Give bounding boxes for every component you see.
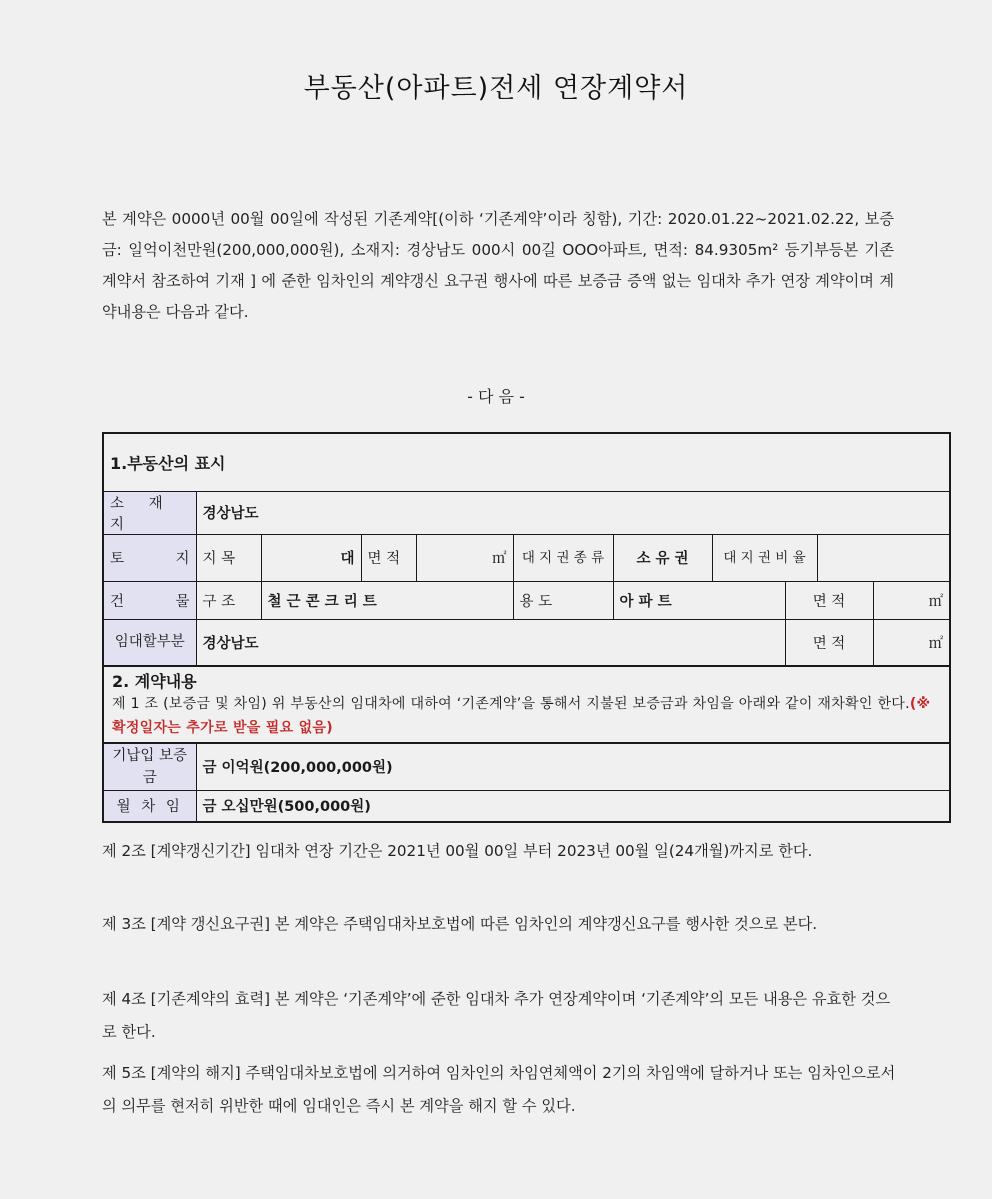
clause1-text <box>112 692 941 740</box>
land-area-label: 면 적 <box>361 534 416 581</box>
building-area-label: 면 적 <box>785 581 873 619</box>
rent-value: 금 오십만원(500,000원) <box>196 790 950 822</box>
land-label: 토 지 <box>103 534 196 581</box>
structure-label: 구 조 <box>196 581 261 619</box>
land-area-unit: ㎡ <box>416 534 513 581</box>
use-value: 아 파 트 <box>613 581 785 619</box>
lease-part-value: 경상남도 <box>196 619 785 666</box>
use-label: 용 도 <box>513 581 613 619</box>
lease-area-unit: ㎡ <box>873 619 950 666</box>
clause-4: 제 4조 [기존계약의 효력] 본 계약은 ‘기존계약’에 준한 임대차 추가 연장계약이며 ‘기존계약’의 모든 내용은 유효한 것으로 한다. <box>102 990 891 1041</box>
jimok-label: 지 목 <box>196 534 261 581</box>
location-label: 소 재 지 <box>103 491 196 534</box>
section2-title: 2. 계약내용 <box>112 672 197 691</box>
intro-paragraph: 본 계약은 0000년 00월 00일에 작성된 기존계약[(이하 ‘기존계약’이라 칭함), 기간: 2020.01.22~2021.02.22, 보증금: 일억이천만원(200,000,000원), 소재지: 경상남도 000시 00길 OOO아파트, 면적: 84.9305m² 등기부등본 기존 계약서 참조하여 기재 ] 에 준한 임차인의 계약갱신 요구권 행사에 따른 보증금 증액 없는 임대차 추가 연장 계약이며 계약내용은 다음과 같다. <box>102 210 894 321</box>
ownership-label: 소 유 권 <box>613 534 712 581</box>
document-title: 부동산(아파트)전세 연장계약서 <box>303 73 689 104</box>
property-contract-table <box>102 432 951 823</box>
land-right-type-label: 대 지 권 종 류 <box>513 534 613 581</box>
rent-label: 월 차 임 <box>103 790 196 822</box>
section1-header <box>103 433 950 491</box>
section2-block <box>103 666 950 743</box>
clause-3: 제 3조 [계약 갱신요구권] 본 계약은 주택임대차보호법에 따른 임차인의 계약갱신요구를 행사한 것으로 본다. <box>102 915 818 933</box>
deposit-label: 기납입 보증금 <box>103 743 196 790</box>
clause-2: 제 2조 [계약갱신기간] 임대차 연장 기간은 2021년 00월 00일 부터 2023년 00월 일(24개월)까지로 한다. <box>102 842 813 860</box>
following-heading: - 다 음 - <box>467 387 525 406</box>
clause-5: 제 5조 [계약의 해지] 주택임대차보호법에 의거하여 임차인의 차임연체액이 2기의 차임액에 달하거나 또는 임차인으로서의 의무를 현저히 위반한 때에 임대인은 즉시 본 계약을 해지 할 수 있다. <box>102 1064 896 1115</box>
lease-part-label: 임대할부분 <box>103 619 196 666</box>
building-label: 건 물 <box>103 581 196 619</box>
location-value: 경상남도 <box>196 491 950 534</box>
section1-title: 1.부동산의 표시 <box>110 453 226 473</box>
deposit-value: 금 이억원(200,000,000원) <box>196 743 950 790</box>
structure-value: 철 근 콘 크 리 트 <box>261 581 513 619</box>
building-area-unit: ㎡ <box>873 581 950 619</box>
land-right-ratio-value <box>817 534 950 581</box>
confirm-date-note: (※ 확정일자는 추가로 받을 필요 없음) <box>112 696 931 736</box>
lease-area-label: 면 적 <box>785 619 873 666</box>
jimok-value: 대 <box>261 534 361 581</box>
land-right-ratio-label: 대 지 권 비 율 <box>712 534 817 581</box>
clause1-body: 제 1 조 (보증금 및 차임) 위 부동산의 임대차에 대하여 ‘기존계약’을 통해서 지불된 보증금과 차임을 아래와 같이 재차확인 한다. <box>112 696 910 712</box>
